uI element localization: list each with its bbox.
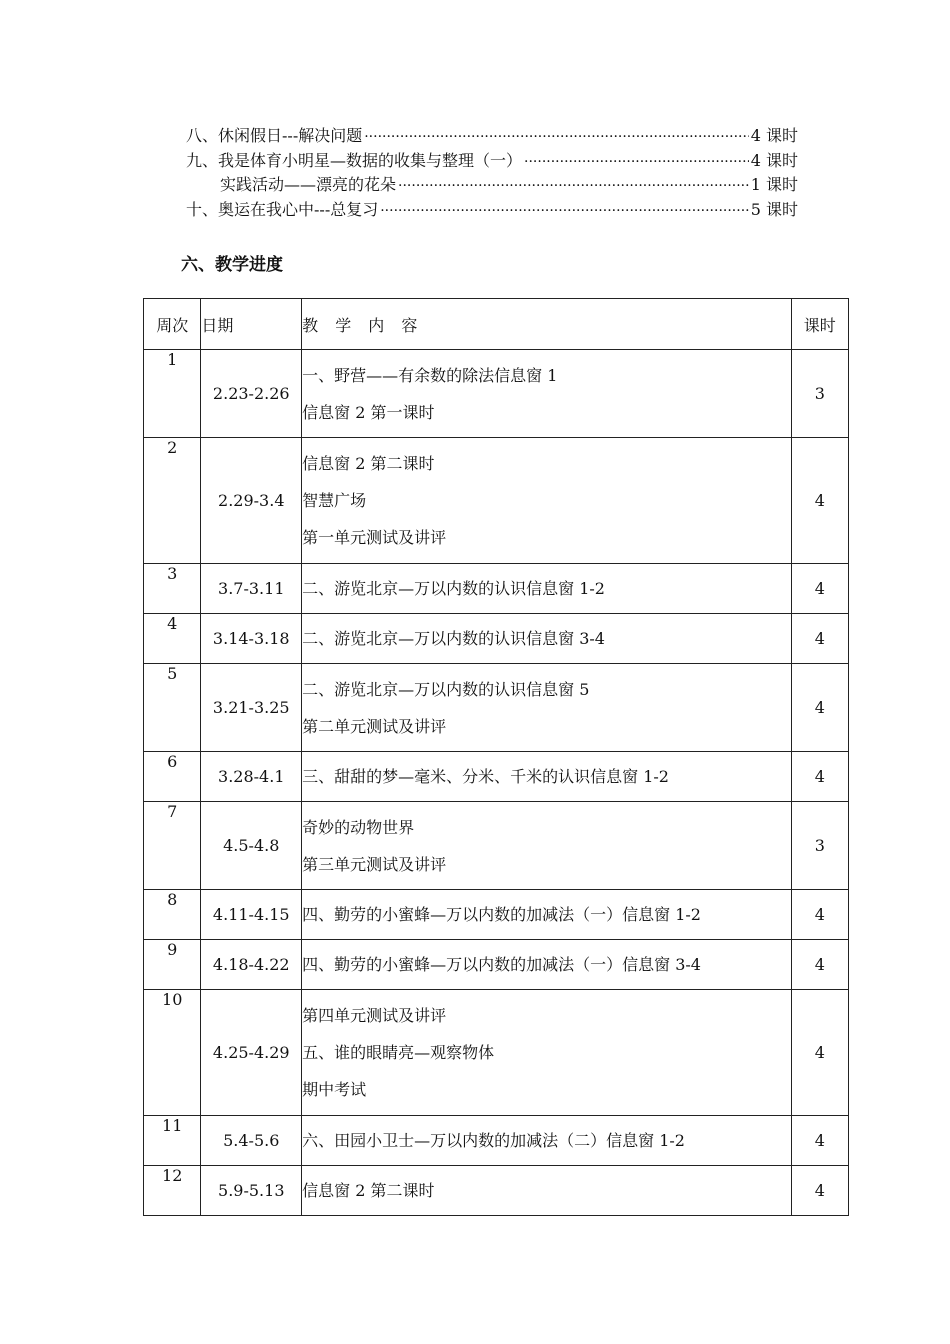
week-cell: 11	[144, 1116, 201, 1166]
content-cell	[302, 438, 791, 564]
table-row	[144, 1166, 849, 1216]
toc-item	[186, 149, 798, 174]
header-date: 日期	[201, 299, 302, 350]
header-hours: 课时	[791, 299, 848, 350]
hours-cell: 4	[791, 890, 848, 940]
hours-cell: 4	[791, 438, 848, 564]
content-cell	[302, 1166, 791, 1216]
table-row	[144, 1116, 849, 1166]
week-cell: 12	[144, 1166, 201, 1216]
content-cell	[302, 614, 791, 664]
content-line: 第四单元测试及讲评	[302, 1006, 447, 1025]
content-line: 第一单元测试及讲评	[302, 528, 447, 547]
toc-item	[186, 124, 798, 149]
content-line: 二、游览北京—万以内数的认识信息窗 3-4	[302, 629, 605, 648]
week-cell: 9	[144, 940, 201, 990]
content-cell	[302, 350, 791, 438]
content-cell	[302, 802, 791, 890]
toc-list	[186, 124, 798, 222]
table-row	[144, 990, 849, 1116]
date-cell: 3.7-3.11	[201, 564, 302, 614]
table-row	[144, 614, 849, 664]
content-line: 二、游览北京—万以内数的认识信息窗 1-2	[302, 579, 605, 598]
date-cell: 4.25-4.29	[201, 990, 302, 1116]
table-header-row	[144, 299, 849, 350]
week-cell: 8	[144, 890, 201, 940]
content-cell	[302, 752, 791, 802]
toc-item-title: 实践活动——漂亮的花朵	[220, 175, 397, 194]
content-cell	[302, 890, 791, 940]
hours-cell: 4	[791, 1116, 848, 1166]
toc-item-hours: 4 课时	[750, 126, 798, 145]
toc-item	[186, 198, 798, 223]
toc-item-hours: 4 课时	[750, 150, 798, 170]
hours-cell: 4	[791, 940, 848, 990]
content-cell	[302, 990, 791, 1116]
content-line: 一、野营——有余数的除法信息窗 1	[302, 365, 558, 385]
hours-cell: 4	[791, 1166, 848, 1216]
hours-cell: 3	[791, 802, 848, 890]
header-week: 周次	[144, 299, 201, 350]
toc-item-title: 十、奥运在我心中---总复习	[186, 199, 379, 219]
date-cell: 5.9-5.13	[201, 1166, 302, 1216]
content-line: 四、勤劳的小蜜蜂—万以内数的加减法（一）信息窗 3-4	[302, 955, 701, 974]
toc-item-title: 九、我是体育小明星—数据的收集与整理（一）	[186, 150, 523, 170]
content-line: 期中考试	[302, 1080, 367, 1099]
hours-cell: 4	[791, 752, 848, 802]
table-row	[144, 752, 849, 802]
content-line: 信息窗 2 第二课时	[302, 454, 435, 473]
week-cell: 5	[144, 664, 201, 752]
week-cell: 4	[144, 614, 201, 664]
content-line: 第二单元测试及讲评	[302, 716, 447, 736]
date-cell: 4.5-4.8	[201, 802, 302, 890]
content-line: 第三单元测试及讲评	[302, 854, 447, 874]
date-cell: 4.18-4.22	[201, 940, 302, 990]
content-line: 信息窗 2 第一课时	[302, 402, 435, 422]
date-cell: 4.11-4.15	[201, 890, 302, 940]
hours-cell: 3	[791, 350, 848, 438]
table-row	[144, 664, 849, 752]
week-cell: 6	[144, 752, 201, 802]
week-cell: 1	[144, 350, 201, 438]
date-cell: 2.29-3.4	[201, 438, 302, 564]
toc-leader-dots	[398, 174, 749, 198]
week-cell: 10	[144, 990, 201, 1116]
date-cell: 5.4-5.6	[201, 1116, 302, 1166]
toc-item	[186, 173, 798, 198]
content-cell	[302, 664, 791, 752]
week-cell: 7	[144, 802, 201, 890]
table-row	[144, 350, 849, 438]
content-cell	[302, 1116, 791, 1166]
content-line: 三、甜甜的梦—毫米、分米、千米的认识信息窗 1-2	[302, 767, 669, 786]
schedule-table	[143, 298, 849, 1216]
toc-item-hours: 5 课时	[750, 199, 798, 219]
content-line: 五、谁的眼睛亮—观察物体	[302, 1043, 495, 1062]
date-cell: 3.21-3.25	[201, 664, 302, 752]
hours-cell: 4	[791, 564, 848, 614]
table-row	[144, 564, 849, 614]
toc-leader-dots	[524, 150, 749, 174]
toc-leader-dots	[380, 199, 748, 223]
toc-item-hours: 1 课时	[750, 175, 798, 194]
content-line: 四、勤劳的小蜜蜂—万以内数的加减法（一）信息窗 1-2	[302, 905, 701, 924]
content-line: 二、游览北京—万以内数的认识信息窗 5	[302, 679, 590, 699]
content-line: 信息窗 2 第二课时	[302, 1181, 435, 1200]
week-cell: 2	[144, 438, 201, 564]
hours-cell: 4	[791, 614, 848, 664]
date-cell: 3.28-4.1	[201, 752, 302, 802]
date-cell: 2.23-2.26	[201, 350, 302, 438]
header-content: 教 学 内 容	[302, 299, 791, 350]
table-row	[144, 438, 849, 564]
table-row	[144, 890, 849, 940]
content-cell	[302, 564, 791, 614]
section-title: 六、教学进度	[181, 255, 283, 275]
date-cell: 3.14-3.18	[201, 614, 302, 664]
week-cell: 3	[144, 564, 201, 614]
table-row	[144, 802, 849, 890]
content-cell	[302, 940, 791, 990]
table-row	[144, 940, 849, 990]
content-line: 智慧广场	[302, 491, 367, 510]
content-line: 六、田园小卫士—万以内数的加减法（二）信息窗 1-2	[302, 1131, 685, 1150]
toc-item-title: 八、休闲假日---解决问题	[186, 126, 363, 145]
hours-cell: 4	[791, 664, 848, 752]
hours-cell: 4	[791, 990, 848, 1116]
toc-leader-dots	[364, 125, 748, 149]
content-line: 奇妙的动物世界	[302, 817, 415, 837]
